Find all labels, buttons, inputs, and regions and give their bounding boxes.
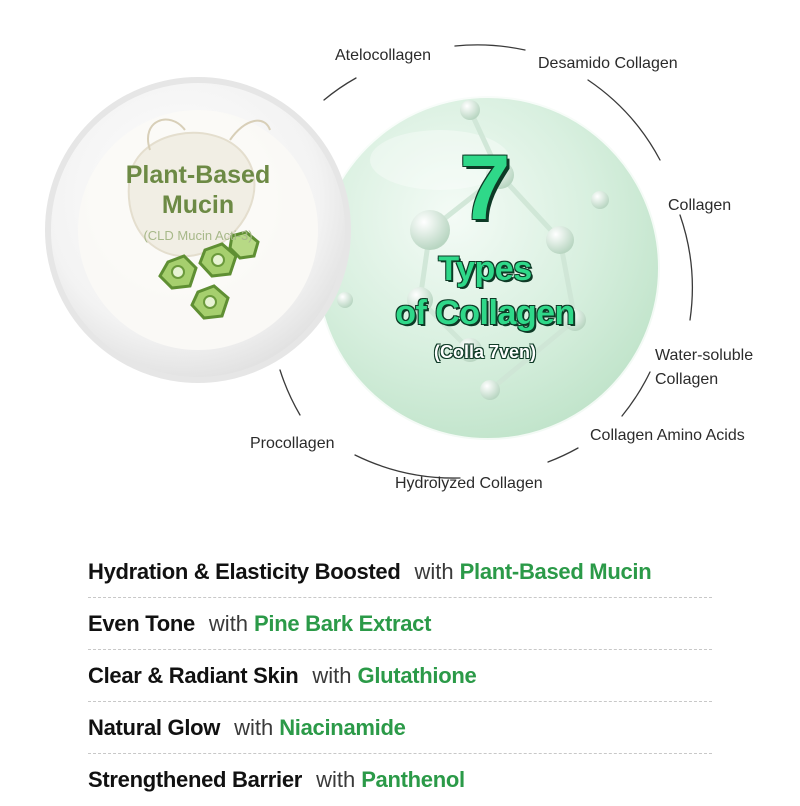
benefit-title: Natural Glow [88,714,221,740]
benefit-ingredient: Plant-Based Mucin [459,558,652,584]
benefit-with: with [234,714,274,740]
benefit-with: with [316,767,356,792]
collagen-subtitle: (Colla 7ven) [433,342,537,362]
collagen-type-label: Desamido Collagen [538,55,678,72]
mucin-title-line1: Plant-Based [125,161,271,189]
benefit-title: Strengthened Barrier [88,767,303,792]
collagen-type-label: Collagen [668,197,732,214]
collagen-type-label: Hydrolyzed Collagen [395,475,543,492]
benefit-title: Hydration & Elasticity Boosted [88,558,401,584]
collagen-count: 7 [459,137,511,239]
benefit-title: Even Tone [88,610,195,636]
benefit-row [88,650,712,702]
collagen-type-label: Atelocollagen [335,47,432,64]
benefit-row [88,754,712,806]
collagen-title-line2: of Collagen [395,294,575,332]
collagen-type-label: Collagen [655,371,719,388]
benefit-row [88,546,712,598]
benefit-ingredient: Pine Bark Extract [254,610,432,636]
benefit-with: with [414,558,454,584]
benefit-with: with [208,610,249,636]
mucin-subtitle: (CLD Mucin Acti-3) [143,228,253,243]
benefit-row [88,702,712,754]
mucin-title [100,160,296,220]
mucin-title-line2: Mucin [161,191,235,219]
benefit-with: with [312,662,352,688]
collagen-type-label: Procollagen [250,435,335,452]
benefits-list [88,546,712,806]
collagen-type-label: Water-soluble [655,347,754,364]
collagen-type-label: Collagen Amino Acids [590,427,745,444]
benefit-ingredient: Niacinamide [279,714,406,740]
benefit-row [88,598,712,650]
benefit-title: Clear & Radiant Skin [88,662,299,688]
benefit-ingredient: Glutathione [357,662,477,688]
collagen-title-line1: Types [438,250,532,288]
benefit-ingredient: Panthenol [361,767,465,792]
